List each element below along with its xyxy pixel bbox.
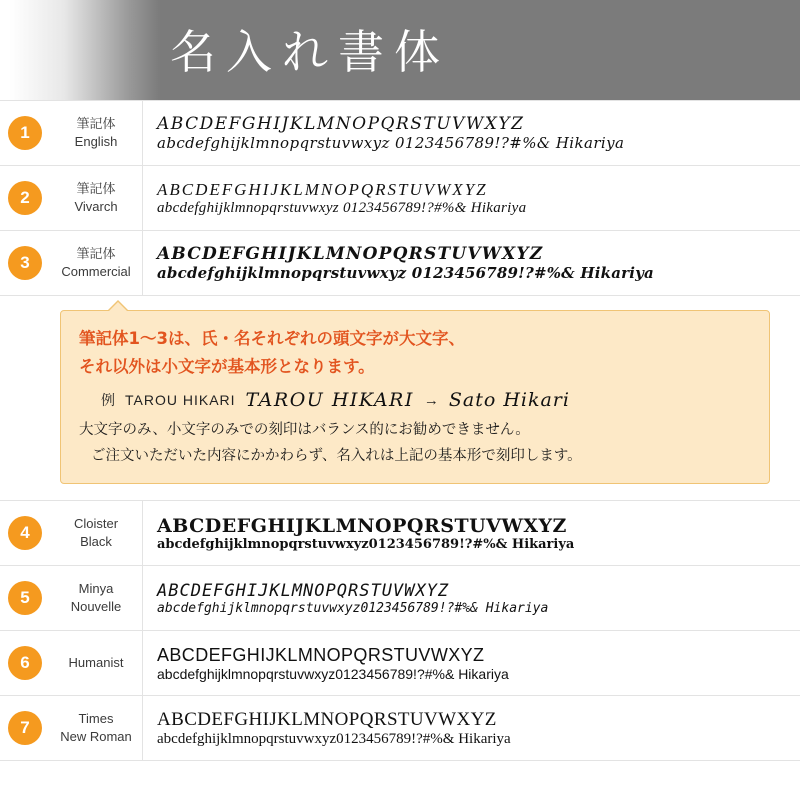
font-sample-uppercase: ABCDEFGHIJKLMNOPQRSTUVWXYZ bbox=[157, 644, 485, 665]
font-sample-cell bbox=[143, 501, 800, 565]
font-row bbox=[0, 100, 800, 166]
note-example-row bbox=[101, 389, 751, 411]
font-sample-cell bbox=[143, 696, 800, 760]
font-sample-cell bbox=[143, 166, 800, 230]
font-row bbox=[0, 500, 800, 566]
font-number-cell bbox=[0, 101, 50, 165]
font-list-top bbox=[0, 100, 800, 296]
page-title: 名入れ書体 bbox=[170, 25, 450, 79]
font-sample-lowercase: abcdefghijklmnopqrstuvwxyz 0123456789!?#%& Hikariya bbox=[157, 264, 654, 282]
font-name-cell bbox=[50, 166, 143, 230]
font-sample-cell bbox=[143, 566, 800, 630]
font-name-line2: English bbox=[74, 134, 118, 149]
note-heading-line2: それ以外は小文字が基本形となります。 bbox=[79, 357, 375, 376]
font-sample-cell bbox=[143, 101, 800, 165]
font-number-badge: 2 bbox=[8, 181, 42, 215]
page-header bbox=[0, 0, 800, 100]
note-callout bbox=[60, 310, 770, 484]
example-plain-name: TAROU HIKARI bbox=[125, 392, 236, 408]
note-heading-line1: 筆記体1〜3は、氏・名それぞれの頭文字が大文字、 bbox=[79, 329, 465, 348]
font-row bbox=[0, 566, 800, 631]
font-list-bottom bbox=[0, 500, 800, 761]
font-number-badge: 4 bbox=[8, 516, 42, 550]
font-name-line1: Humanist bbox=[68, 655, 124, 670]
font-name-line2: Vivarch bbox=[74, 199, 118, 214]
font-row bbox=[0, 631, 800, 696]
arrow-icon: → bbox=[423, 391, 439, 409]
font-name-line1: Times bbox=[78, 711, 114, 726]
font-sample-lowercase: abcdefghijklmnopqrstuvwxyz0123456789!?#%& Hikariya bbox=[157, 730, 511, 747]
font-name-cell bbox=[50, 631, 143, 695]
font-sample-lowercase: abcdefghijklmnopqrstuvwxyz 0123456789!?#%& Hikariya bbox=[157, 199, 527, 216]
font-name-line1: Minya bbox=[78, 581, 114, 596]
font-sample-lowercase: abcdefghijklmnopqrstuvwxyz0123456789!?#%& Hikariya bbox=[157, 536, 575, 552]
font-sample-uppercase: ABCDEFGHIJKLMNOPQRSTUVWXYZ bbox=[157, 580, 450, 601]
font-sample-uppercase: ABCDEFGHIJKLMNOPQRSTUVWXYZ bbox=[157, 708, 497, 730]
font-sample-lowercase: abcdefghijklmnopqrstuvwxyz 0123456789!?#%& Hikariya bbox=[157, 134, 625, 152]
font-name-cell bbox=[50, 231, 143, 295]
font-number-cell bbox=[0, 696, 50, 760]
font-row bbox=[0, 166, 800, 231]
font-name-line2: Black bbox=[80, 534, 112, 549]
font-sample-uppercase: ABCDEFGHIJKLMNOPQRSTUVWXYZ bbox=[157, 179, 488, 199]
font-name-line2: Nouvelle bbox=[70, 599, 122, 614]
font-sample-lowercase: abcdefghijklmnopqrstuvwxyz0123456789!?#%& Hikariya bbox=[157, 600, 549, 616]
font-row bbox=[0, 696, 800, 761]
example-script-after: Sato Hikari bbox=[448, 389, 570, 411]
font-number-cell bbox=[0, 501, 50, 565]
font-name-cell bbox=[50, 501, 143, 565]
font-sample-uppercase: ABCDEFGHIJKLMNOPQRSTUVWXYZ bbox=[157, 244, 544, 264]
font-name-line2: New Roman bbox=[60, 729, 132, 744]
font-number-cell bbox=[0, 566, 50, 630]
font-name-line1: 筆記体 bbox=[76, 116, 116, 131]
font-row bbox=[0, 231, 800, 296]
font-name-line1: 筆記体 bbox=[76, 181, 116, 196]
font-sample-lowercase: abcdefghijklmnopqrstuvwxyz0123456789!?#%& Hikariya bbox=[157, 665, 509, 682]
font-number-badge: 7 bbox=[8, 711, 42, 745]
note-box bbox=[60, 310, 770, 484]
font-number-cell bbox=[0, 231, 50, 295]
font-number-badge: 3 bbox=[8, 246, 42, 280]
font-number-cell bbox=[0, 166, 50, 230]
note-body-line2: ご注文いただいた内容にかかわらず、名入れは上記の基本形で刻印します。 bbox=[91, 448, 582, 464]
font-name-line2: Commercial bbox=[61, 264, 131, 279]
note-body-line1: 大文字のみ、小文字のみでの刻印はバランス的にお勧めできません。 bbox=[79, 422, 530, 438]
font-name-line1: 筆記体 bbox=[76, 246, 116, 261]
font-name-cell bbox=[50, 566, 143, 630]
font-sample-uppercase: ABCDEFGHIJKLMNOPQRSTUVWXYZ bbox=[157, 514, 567, 537]
font-number-cell bbox=[0, 631, 50, 695]
font-sample-cell bbox=[143, 631, 800, 695]
font-name-line1: Cloister bbox=[73, 516, 119, 531]
font-name-cell bbox=[50, 696, 143, 760]
font-sample-uppercase: ABCDEFGHIJKLMNOPQRSTUVWXYZ bbox=[157, 114, 525, 134]
header-gradient-overlay bbox=[0, 0, 160, 100]
example-label: 例 bbox=[101, 393, 115, 409]
font-number-badge: 6 bbox=[8, 646, 42, 680]
font-sample-cell bbox=[143, 231, 800, 295]
example-script-before: TAROU HIKARI bbox=[245, 389, 414, 411]
font-name-cell bbox=[50, 101, 143, 165]
font-number-badge: 1 bbox=[8, 116, 42, 150]
font-number-badge: 5 bbox=[8, 581, 42, 615]
